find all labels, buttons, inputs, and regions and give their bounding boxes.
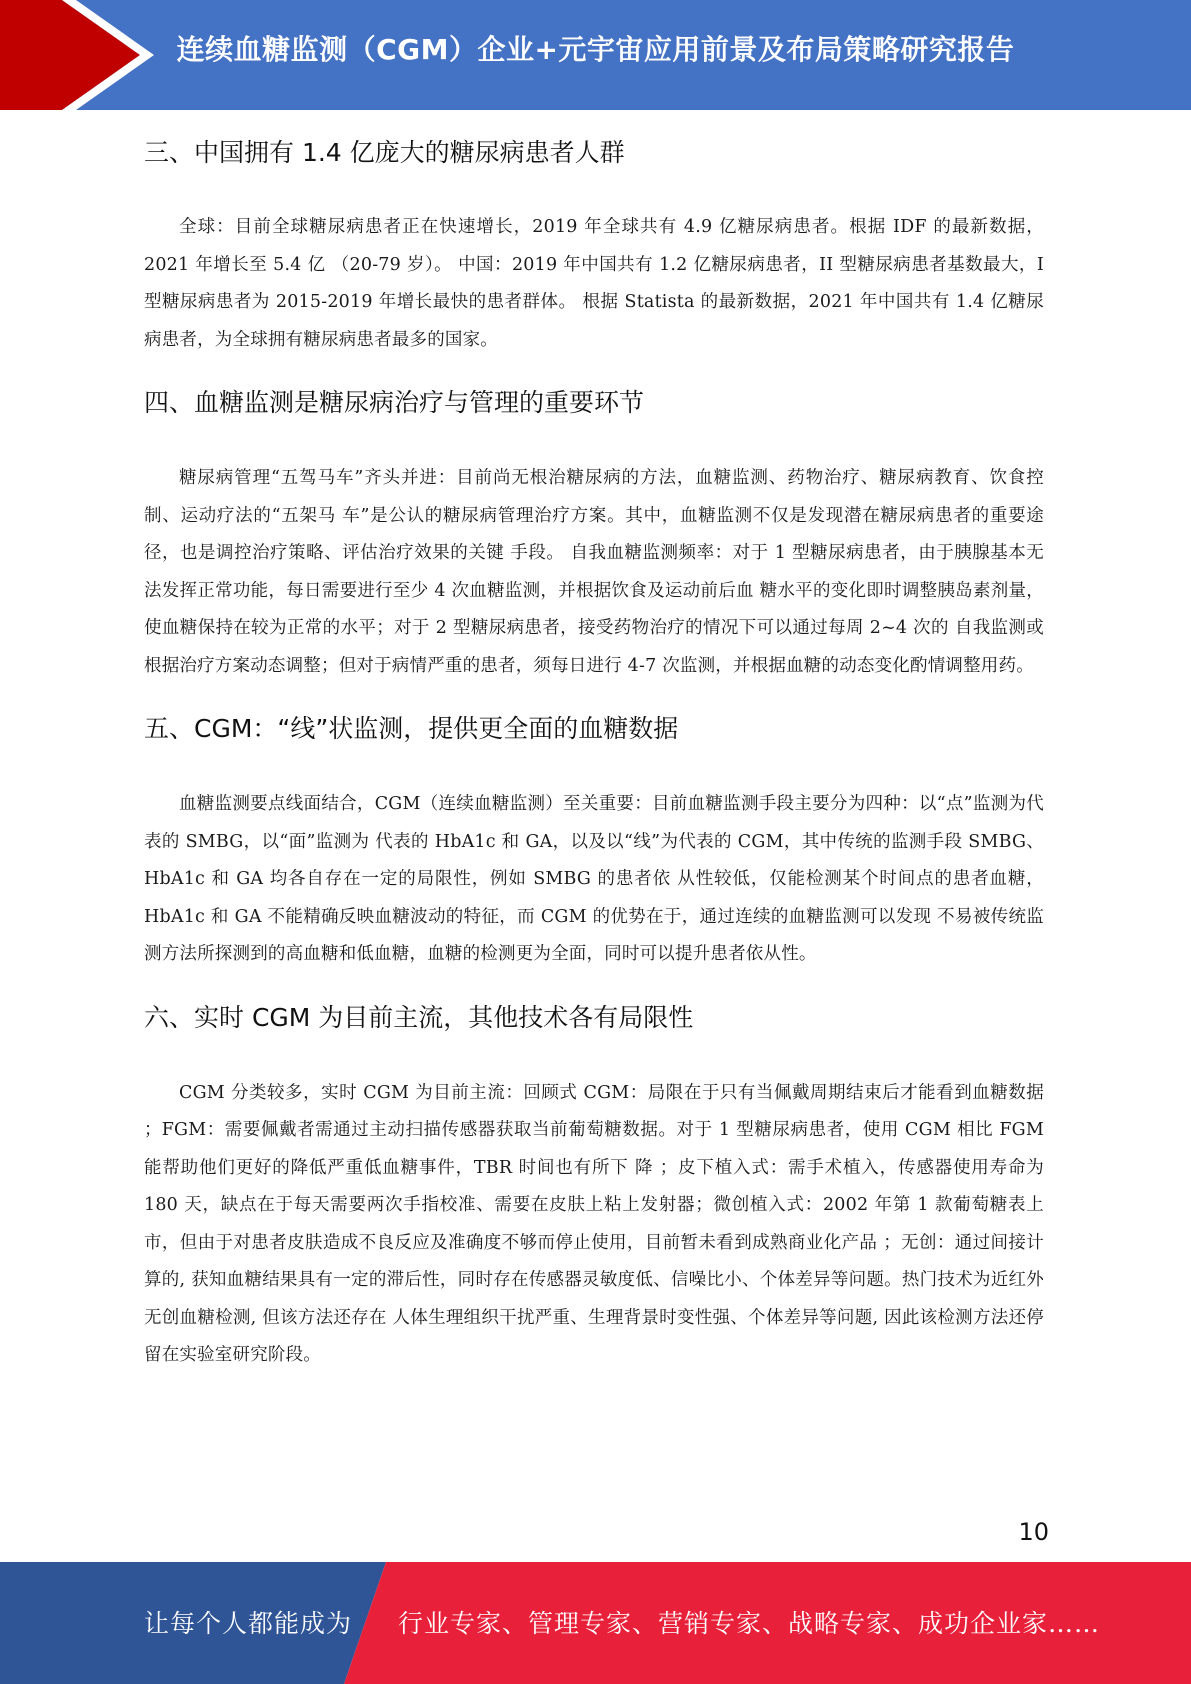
section-heading: 三、中国拥有 1.4 亿庞大的糖尿病患者人群 [144, 138, 625, 167]
section-6 [144, 998, 1044, 1375]
page-header [0, 0, 1191, 110]
section-heading: 四、血糖监测是糖尿病治疗与管理的重要环节 [144, 388, 645, 417]
section-paragraph: CGM 分类较多，实时 CGM 为目前主流：回顾式 CGM：局限在于只有当佩戴周期结束后才能看到血糖数据 ；FGM：需要佩戴者需通过主动扫描传感器获取当前葡萄糖数据。对于 1 型糖尿病患者，使用 CGM 相比 FGM 能帮助他们更好的降低严重低血糖事件，TBR 时间也有所下 降 ；皮下植入式：需手术植入，传感器使用寿命为 180 天，缺点在于每天需要两次手指校准、需要在皮肤上粘上发射器；微创植入式：2002 年第 1 款葡萄糖表上市，但由于对患者皮肤造成不良反应及准确度不够而停止使用，目前暂未看到成熟商业化产品 ；无创：通过间接计算的, 获知血糖结果具有一定的滞后性，同时存在传感器灵敏度低、信噪比小、个体差异等问题。热门技术为近红外无创血糖检测, 但该方法还存在 人体生理组织干扰严重、生理背景时变性强、个体差异等问题, 因此该检测方法还停留在实验室研究阶段。 [144, 1082, 1044, 1365]
document-title: 连续血糖监测（CGM）企业+元宇宙应用前景及布局策略研究报告 [176, 33, 1015, 66]
section-3 [144, 133, 1044, 359]
main-content [144, 128, 1044, 1375]
page-number: 10 [1018, 1518, 1049, 1546]
section-4 [144, 383, 1044, 685]
section-paragraph: 糖尿病管理“五驾马车”齐头并进：目前尚无根治糖尿病的方法，血糖监测、药物治疗、糖尿病教育、饮食控制、运动疗法的“五架马 车”是公认的糖尿病管理治疗方案。其中，血糖监测不仅是发现潜在糖尿病患者的重要途径，也是调控治疗策略、评估治疗效果的关键 手段。 自我血糖监测频率：对于 1 型糖尿病患者，由于胰腺基本无法发挥正常功能，每日需要进行至少 4 次血糖监测，并根据饮食及运动前后血 糖水平的变化即时调整胰岛素剂量，使血糖保持在较为正常的水平；对于 2 型糖尿病患者，接受药物治疗的情况下可以通过每周 2~4 次的 自我监测或根据治疗方案动态调整；但对于病情严重的患者，须每日进行 4-7 次监测，并根据血糖的动态变化酌情调整用药。 [144, 468, 1044, 676]
section-heading: 五、CGM：“线”状监测，提供更全面的血糖数据 [144, 714, 679, 743]
section-paragraph: 血糖监测要点线面结合，CGM（连续血糖监测）至关重要：目前血糖监测手段主要分为四种：以“点”监测为代表的 SMBG，以“面”监测为 代表的 HbA1c 和 GA，以及以“线”为代表的 CGM，其中传统的监测手段 SMBG、HbA1c 和 GA 均各自存在一定的局限性，例如 SMBG 的患者依 从性较低，仅能检测某个时间点的患者血糖，HbA1c 和 GA 不能精确反映血糖波动的特征，而 CGM 的优势在于，通过连续的血糖监测可以发现 不易被传统监测方法所探测到的高血糖和低血糖，血糖的检测更为全面，同时可以提升患者依从性。 [144, 794, 1044, 964]
section-heading: 六、实时 CGM 为目前主流，其他技术各有局限性 [144, 1002, 694, 1032]
footer-slogan-left: 让每个人都能成为 [144, 1609, 353, 1638]
section-5 [144, 709, 1044, 974]
header-red-chevron [0, 0, 160, 110]
page-footer [0, 1562, 1191, 1684]
section-paragraph: 全球：目前全球糖尿病患者正在快速增长，2019 年全球共有 4.9 亿糖尿病患者。根据 IDF 的最新数据，2021 年增长至 5.4 亿 （20-79 岁）。 中国：2019 年中国共有 1.2 亿糖尿病患者，II 型糖尿病患者基数最大，I 型糖尿病患者为 2015-2019 年增长最快的患者群体。 根据 Statista 的最新数据，2021 年中国共有 1.4 亿糖尿病患者，为全球拥有糖尿病患者最多的国家。 [144, 217, 1044, 350]
footer-slogan-right: 行业专家、管理专家、营销专家、战略专家、成功企业家…… [398, 1609, 1101, 1638]
